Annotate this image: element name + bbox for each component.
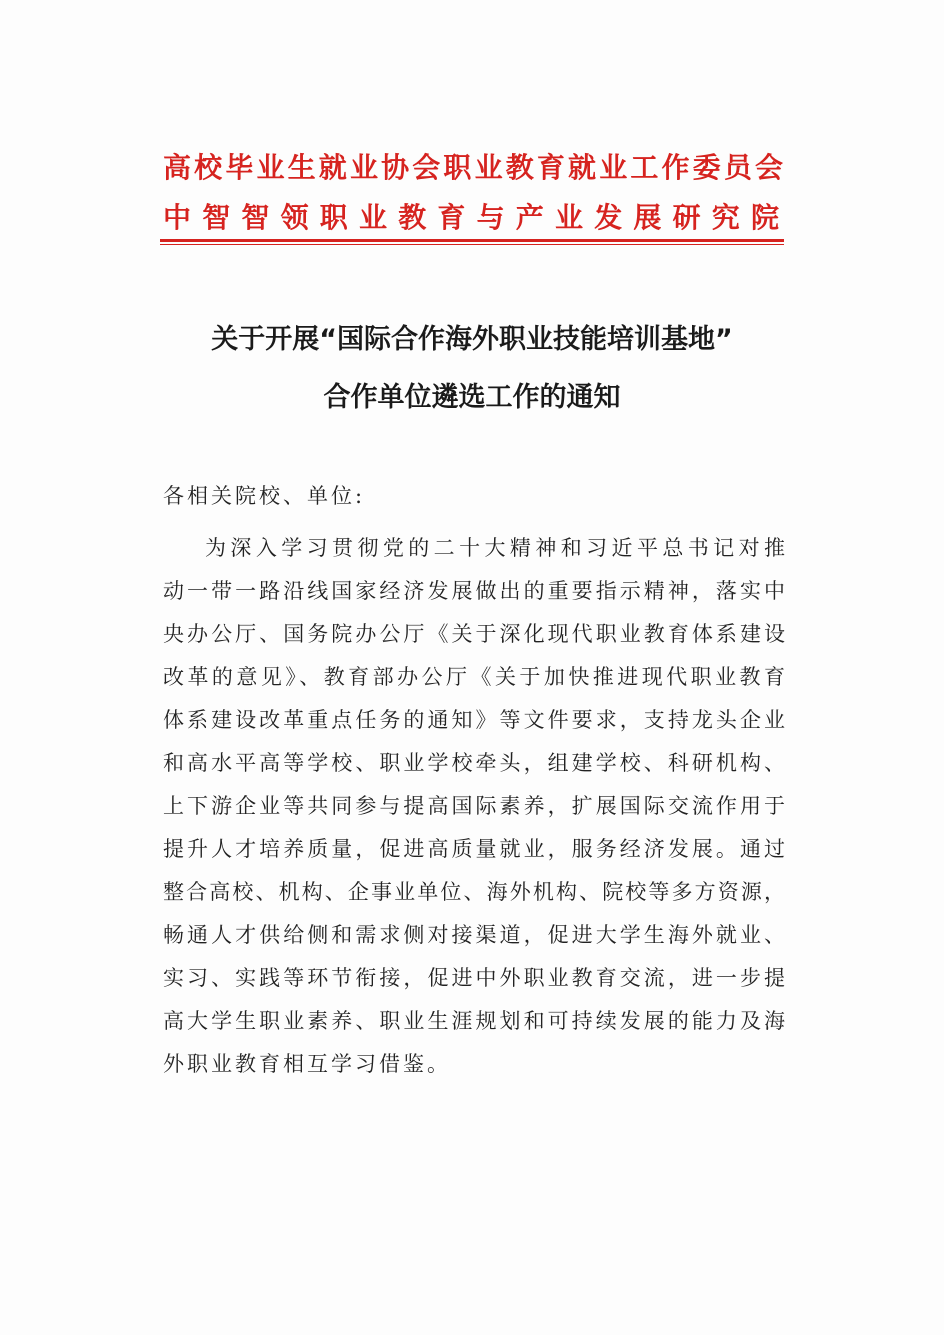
body-line: 畅通人才供给侧和需求侧对接渠道，促进大学生海外就业、 [163, 923, 785, 947]
body-line: 高大学生职业素养、职业生涯规划和可持续发展的能力及海 [163, 1009, 785, 1033]
body-line: 整合高校、机构、企事业单位、海外机构、院校等多方资源， [163, 880, 785, 904]
red-header-rule-thick [160, 239, 784, 242]
document-title-line-2: 合作单位遴选工作的通知 [323, 382, 621, 413]
issuing-org-line-1: 高校毕业生就业协会职业教育就业工作委员会 [163, 151, 783, 184]
body-line: 为深入学习贯彻党的二十大精神和习近平总书记对推 [205, 536, 785, 560]
issuing-org-line-2: 中智智领职业教育与产业发展研究院 [163, 201, 783, 234]
salutation: 各相关院校、单位: [163, 484, 366, 508]
document-title-line-1: 关于开展“国际合作海外职业技能培训基地” [211, 324, 733, 355]
body-line: 和高水平高等学校、职业学校牵头，组建学校、科研机构、 [163, 751, 785, 775]
body-line: 提升人才培养质量，促进高质量就业，服务经济发展。通过 [163, 837, 785, 861]
body-line: 央办公厅、国务院办公厅《关于深化现代职业教育体系建设 [163, 622, 785, 646]
body-line: 上下游企业等共同参与提高国际素养，扩展国际交流作用于 [163, 794, 785, 818]
body-line: 体系建设改革重点任务的通知》等文件要求，支持龙头企业 [163, 708, 785, 732]
body-line: 改革的意见》、教育部办公厅《关于加快推进现代职业教育 [163, 665, 785, 689]
body-line: 实习、实践等环节衔接，促进中外职业教育交流，进一步提 [163, 966, 785, 990]
red-header-rule-thin [160, 244, 784, 245]
body-line: 动一带一路沿线国家经济发展做出的重要指示精神，落实中 [163, 579, 785, 603]
body-line: 外职业教育相互学习借鉴。 [163, 1052, 451, 1076]
